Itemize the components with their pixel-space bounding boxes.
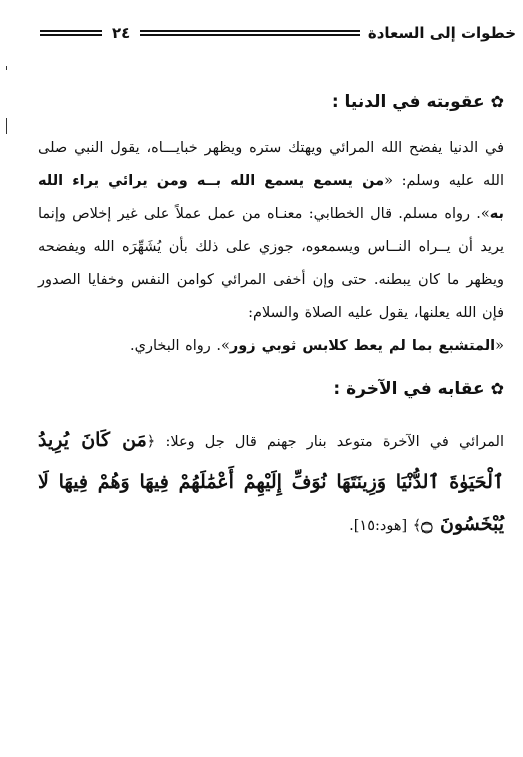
header-title: خطوات إلى السعادة [367, 24, 516, 42]
para-text: المرائي في الآخرة متوعد بنار جهنم قال جل وعلا: ﴿ [146, 434, 504, 450]
running-header [38, 18, 516, 48]
scan-mark [6, 118, 7, 134]
star-bullet-icon: ✿ [490, 379, 504, 398]
header-rule-long [140, 30, 360, 36]
section-heading-worldly-punishment [38, 92, 504, 112]
page-number: ٢٤ [112, 24, 131, 42]
scan-mark [6, 66, 7, 70]
para-text: في الدنيا يفضح الله المرائي ويهتك ستره ويظهر خبايـــاه، يقول النبي صلى الله عليه وسلم: « [38, 140, 504, 189]
header-rule-short [40, 30, 102, 36]
paragraph-worldly-punishment [38, 132, 504, 363]
narration-source: ». رواه البخاري. [129, 338, 230, 354]
paragraph-afterlife-punishment [38, 419, 504, 545]
heading-text: عقوبته في الدنيا : [331, 92, 485, 112]
quote-mark: « [495, 338, 504, 354]
hadith-text: من يسمع يسمع الله بــه ومن يرائي يراء الله به [38, 173, 504, 222]
page-body [38, 92, 504, 545]
star-bullet-icon: ✿ [490, 92, 504, 111]
heading-text: عقابه في الآخرة : [333, 379, 485, 399]
para-text: ». رواه مسلم. قال الخطابي: معنـاه من عمل عملاً على غير إخلاص وإنما يريد أن يــراه النــاس ويسمعوه، جوزي على ذلك بأن يُشَهِّرَه الله ويفضحه ويظهر ما كان يبطنه. حتى وإن أخفى المرائي كوامن النفس وخفايا الصدور فإن الله يعلنها، يقول عليه الصلاة والسلام: [38, 206, 504, 321]
verse-reference: [هود:١٥]. [349, 518, 408, 534]
quran-verse: مَن كَانَ يُرِيدُ ٱلْحَيَوٰةَ ٱلدُّنْيَا وَزِينَتَهَا نُوَفِّ إِلَيْهِمْ أَعْمَٰلَهُمْ فِيهَا وَهُمْ فِيهَا لَا يُبْخَسُونَ ۝ [38, 429, 504, 535]
section-heading-afterlife-punishment [38, 379, 504, 399]
hadith-text: المتشبع بما لم يعط كلابس ثوبي زور [229, 338, 496, 354]
verse-bracket: ﴾ [412, 518, 422, 534]
